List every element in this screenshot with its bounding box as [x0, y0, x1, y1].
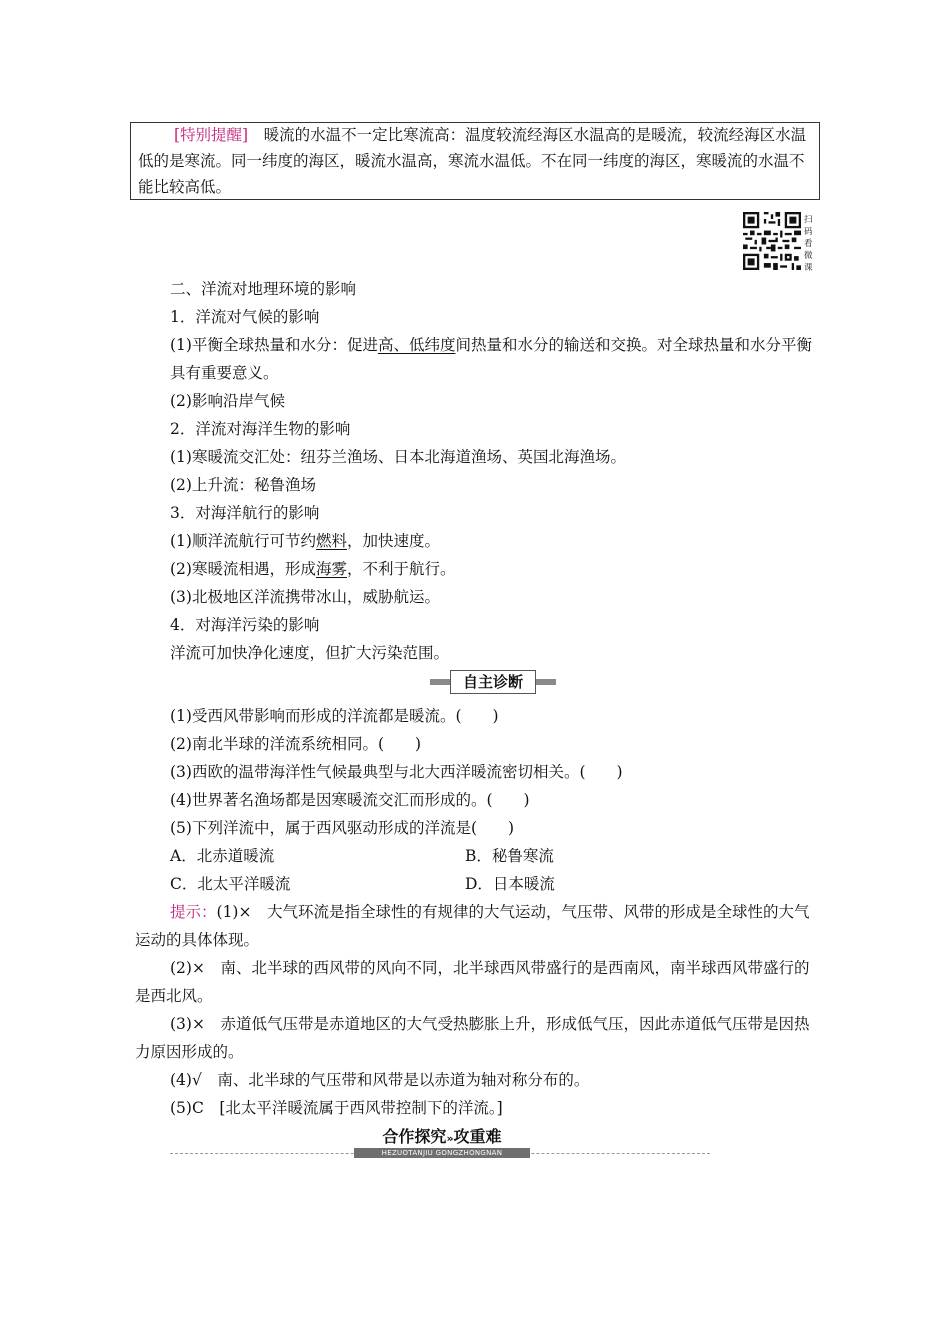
s4-p1: 洋流可加快净化速度，但扩大污染范围。 — [170, 644, 450, 662]
s2-p2: (2)上升流：秘鲁渔场 — [170, 476, 316, 494]
answer-2: (2)× 南、北半球的西风带的风向不同，北半球西风带盛行的是西南风，南半球西风带盛行的是西北风。 — [135, 959, 810, 1005]
question-2: (2)南北半球的洋流系统相同。( ) — [170, 735, 422, 753]
cooperation-banner — [170, 1126, 710, 1160]
s3-p1-text-b: ，加快速度。 — [346, 532, 440, 550]
s1-p2: (2)影响沿岸气候 — [170, 392, 285, 410]
question-4: (4)世界著名渔场都是因寒暖流交汇而形成的。( ) — [170, 791, 530, 809]
s2-p1: (1)寒暖流交汇处：纽芬兰渔场、日本北海道渔场、英国北海渔场。 — [170, 448, 626, 466]
option-a: A．北赤道暖流 — [170, 847, 275, 865]
s1-p1 — [170, 331, 816, 387]
s3-p2 — [170, 559, 456, 579]
answer-1-text: (1)× 大气环流是指全球性的有规律的大气运动，气压带、风带的形成是全球性的大气运动的具体体现。 — [135, 903, 810, 949]
answer-4: (4)√ 南、北半球的气压带和风带是以赤道为轴对称分布的。 — [170, 1071, 590, 1089]
banner-subtitle: HEZUOTANJIU GONGZHONGNAN — [354, 1148, 530, 1158]
answer-1 — [135, 898, 816, 954]
s1-p1-underlined: 高、低纬度 — [377, 336, 456, 354]
tip-body: 暖流的水温不一定比寒流高：温度较流经海区水温高的是暖流，较流经海区水温低的是寒流。同一纬度的海区，暖流水温高，寒流水温低。不在同一纬度的海区，寒暖流的水温不能比较高低。 — [138, 126, 807, 196]
s3-p3: (3)北极地区洋流携带冰山，威胁航运。 — [170, 588, 440, 606]
question-3: (3)西欧的温带海洋性气候最典型与北大西洋暖流密切相关。( ) — [170, 763, 623, 781]
banner-bar-left — [430, 679, 450, 685]
s2-title: 2．洋流对海洋生物的影响 — [170, 420, 351, 438]
banner-title-a: 合作探究 — [382, 1127, 447, 1146]
s3-p1-text-a: (1)顺洋流航行可节约 — [170, 532, 316, 550]
banner-title-b: 攻重难 — [453, 1127, 502, 1146]
banner-title — [362, 1126, 522, 1150]
s1-p1-text-a: (1)平衡全球热量和水分：促进 — [170, 336, 378, 354]
question-5: (5)下列洋流中，属于西风驱动形成的洋流是( ) — [170, 819, 515, 837]
qr-label: 扫码看微课 — [804, 215, 813, 273]
s1-title: 1．洋流对气候的影响 — [170, 308, 320, 326]
s4-title: 4．对海洋污染的影响 — [170, 616, 320, 634]
s3-title: 3．对海洋航行的影响 — [170, 504, 320, 522]
tip-tag: [特别提醒] — [174, 126, 249, 144]
tip-text — [138, 122, 814, 200]
s3-p2-underlined: 海雾 — [315, 560, 347, 578]
diagnosis-banner — [430, 670, 556, 694]
answer-3: (3)× 赤道低气压带是赤道地区的大气受热膨胀上升，形成低气压，因此赤道低气压带是因热力原因形成的。 — [135, 1015, 810, 1061]
answer-tip-label: 提示： — [170, 903, 217, 921]
option-b: B．秘鲁寒流 — [465, 847, 554, 865]
banner-bar-right — [536, 679, 556, 685]
s3-p1 — [170, 531, 440, 551]
banner-title: 自主诊断 — [450, 670, 536, 694]
answer-5: (5)C [北太平洋暖流属于西风带控制下的洋流。] — [170, 1099, 503, 1117]
chevron-right-icon: » — [446, 1132, 454, 1145]
s3-p2-text-b: ，不利于航行。 — [346, 560, 456, 578]
s1-p1-text-b: 间热量和水分的输送和交换。对全球热量和水分平衡具有重要意义。 — [170, 336, 812, 382]
option-d: D．日本暖流 — [465, 875, 555, 893]
section-heading: 二、洋流对地理环境的影响 — [170, 280, 357, 298]
qr-code-icon[interactable] — [742, 212, 802, 270]
question-1: (1)受西风带影响而形成的洋流都是暖流。( ) — [170, 707, 499, 725]
s3-p1-underlined: 燃料 — [315, 532, 347, 550]
option-c: C．北太平洋暖流 — [170, 875, 291, 893]
s3-p2-text-a: (2)寒暖流相遇，形成 — [170, 560, 316, 578]
